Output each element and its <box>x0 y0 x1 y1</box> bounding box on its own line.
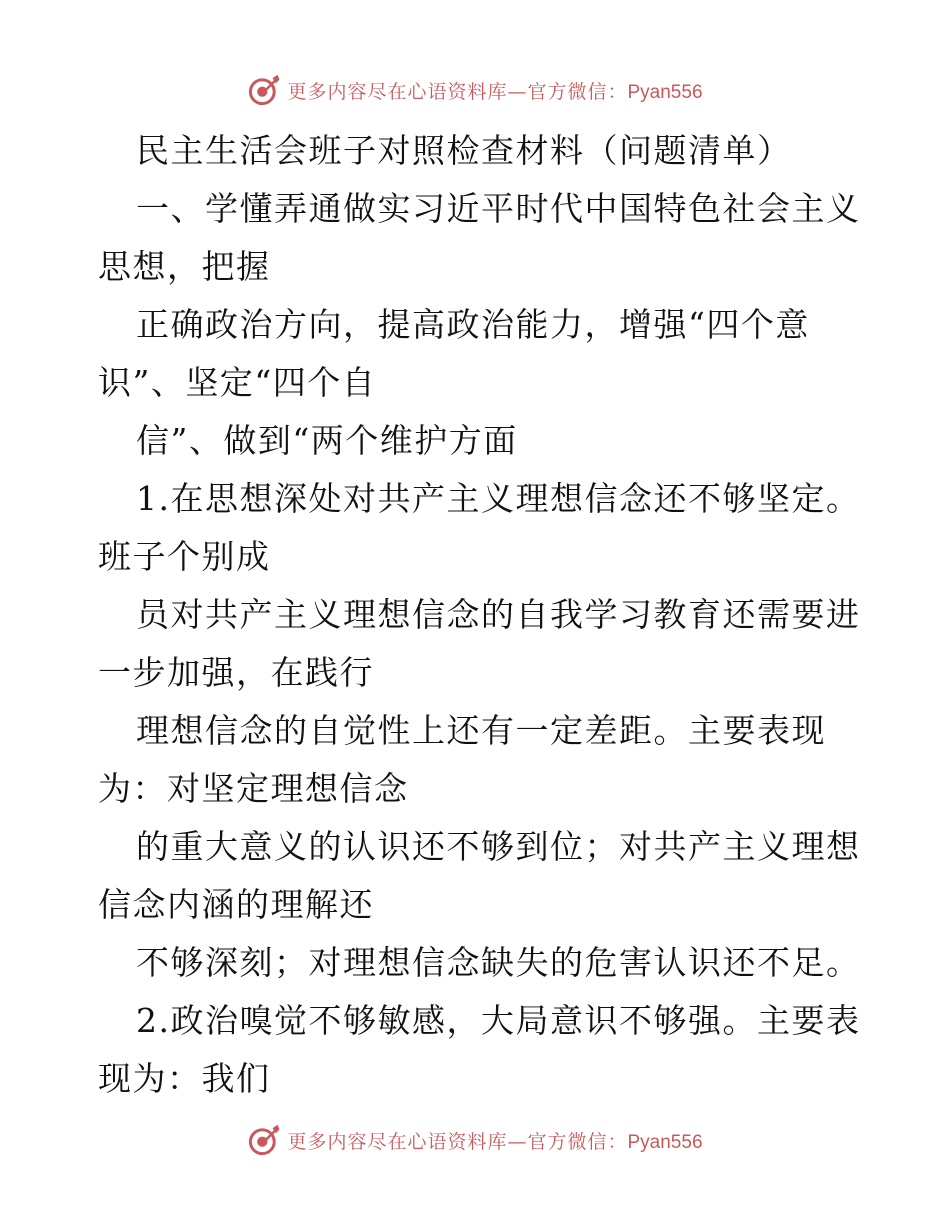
paragraph-line: 2.政治嗅觉不够敏感，大局意识不够强。主要表 <box>136 1001 861 1040</box>
paragraph-line: 员对共产主义理想信念的自我学习教育还需要进 <box>136 595 861 634</box>
footer-banner-dash: — <box>507 1130 528 1153</box>
header-banner-dash: — <box>507 80 528 103</box>
quill-logo-icon <box>247 73 281 107</box>
paragraph-line: 不够深刻；对理想信念缺失的危害认识还不足。 <box>136 943 861 982</box>
document-body <box>98 122 861 1108</box>
footer-banner-text <box>287 1127 702 1154</box>
header-wechat-label: 官方微信： <box>527 80 628 103</box>
quill-logo-icon <box>247 1123 281 1157</box>
paragraph-line: 思想，把握 <box>98 247 271 286</box>
document-title: 民主生活会班子对照检查材料（问题清单） <box>136 131 792 170</box>
paragraph-line: 识”、坚定“四个自 <box>98 363 377 402</box>
paragraph-line: 现为：我们 <box>98 1059 271 1098</box>
paragraph-line: 为：对坚定理想信念 <box>98 769 409 808</box>
paragraph-line: 1.在思想深处对共产主义理想信念还不够坚定。 <box>136 479 861 518</box>
footer-banner <box>0 1120 950 1160</box>
paragraph-line: 信念内涵的理解还 <box>98 885 374 924</box>
footer-wechat-label: 官方微信： <box>527 1130 628 1153</box>
paragraph-line: 的重大意义的认识还不够到位；对共产主义理想 <box>136 827 861 866</box>
paragraph-line: 理想信念的自觉性上还有一定差距。主要表现 <box>136 711 826 750</box>
paragraph-line: 班子个别成 <box>98 537 271 576</box>
header-banner <box>0 70 950 110</box>
header-banner-title: 更多内容尽在心语资料库 <box>287 80 508 103</box>
paragraph-line: 一步加强，在践行 <box>98 653 374 692</box>
paragraph-line: 信”、做到“两个维护方面 <box>136 421 518 460</box>
paragraph-line: 正确政治方向，提高政治能力，增强“四个意 <box>136 305 810 344</box>
header-banner-text <box>287 77 702 104</box>
footer-banner-content <box>247 1123 702 1157</box>
header-wechat-id: Pyan556 <box>627 81 703 103</box>
footer-wechat-id: Pyan556 <box>627 1131 703 1153</box>
footer-banner-title: 更多内容尽在心语资料库 <box>287 1130 508 1153</box>
header-banner-content <box>247 73 702 107</box>
section-heading-line: 一、学懂弄通做实习近平时代中国特色社会主义 <box>136 189 861 228</box>
